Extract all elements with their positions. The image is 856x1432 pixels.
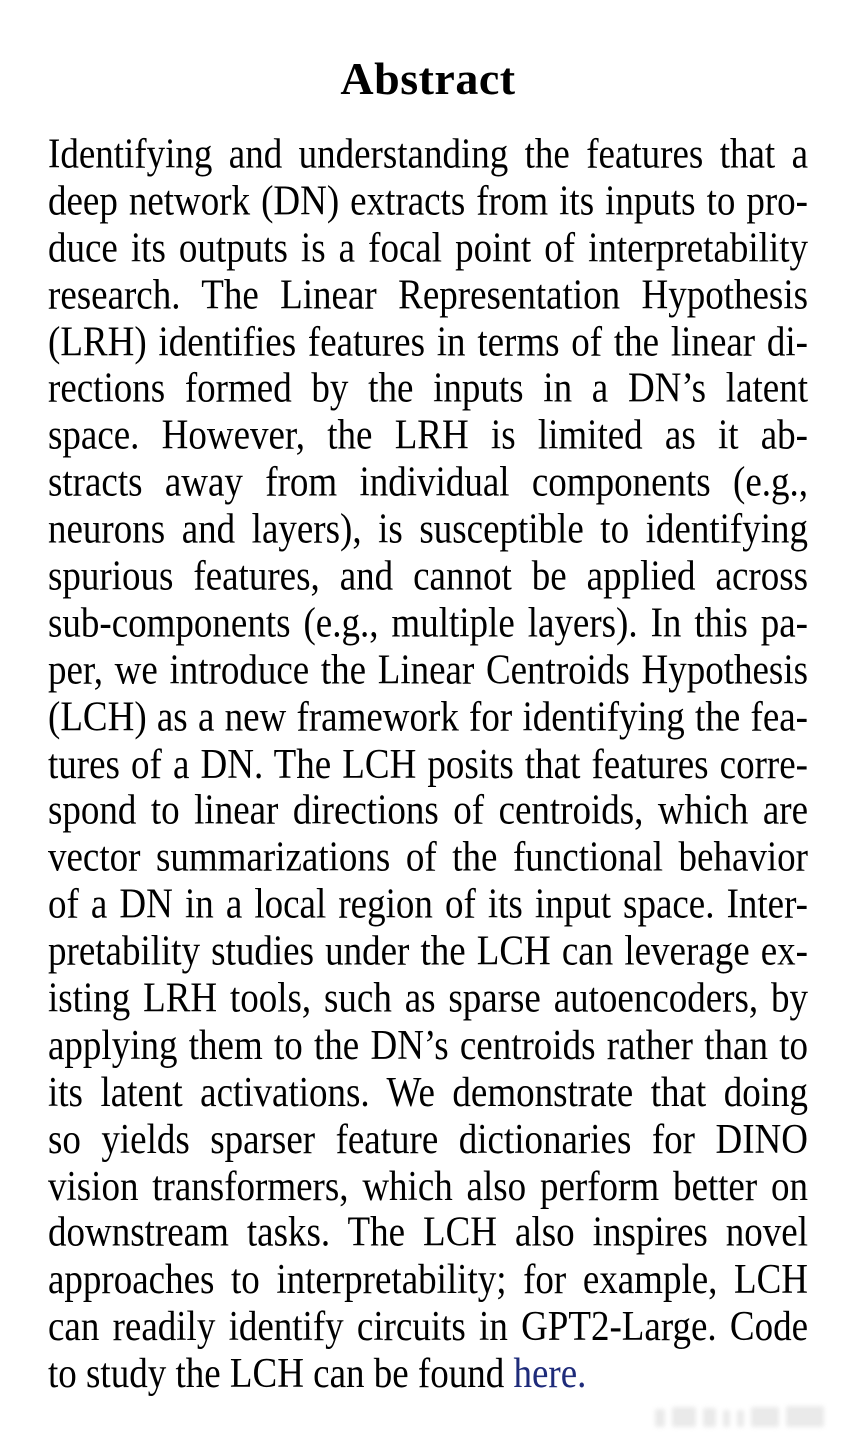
- abstract-line: can readily identify circuits in GPT2-Large. Code: [48, 1303, 808, 1351]
- abstract-line: spond to linear directions of centroids, which are: [48, 787, 808, 835]
- abstract-line: (LCH) as a new framework for identifying the fea-: [48, 693, 808, 741]
- abstract-line: vision transformers, which also perform better on: [48, 1162, 808, 1210]
- abstract-line: sub-components (e.g., multiple layers). In this pa-: [48, 599, 808, 647]
- abstract-line: research. The Linear Representation Hypothesis: [48, 271, 808, 319]
- abstract-line: approaches to interpretability; for example, LCH: [48, 1256, 808, 1304]
- abstract-line: pretability studies under the LCH can leverage ex-: [48, 928, 808, 976]
- abstract-line: applying them to the DN’s centroids rather than to: [48, 1021, 808, 1070]
- abstract-line: isting LRH tools, such as sparse autoencoders, by: [48, 975, 808, 1023]
- abstract-last-line-text: to study the LCH can be found: [48, 1350, 514, 1398]
- watermark: [655, 1406, 824, 1427]
- abstract-line: vector summarizations of the functional behavior: [48, 834, 808, 882]
- abstract-line: its latent activations. We demonstrate that doing: [48, 1068, 808, 1116]
- abstract-line: deep network (DN) extracts from its inputs to pro-: [48, 177, 808, 225]
- abstract-line: Identifying and understanding the features that a: [48, 130, 808, 178]
- abstract-line: (LRH) identifies features in terms of the linear di-: [48, 318, 808, 366]
- abstract-line: so yields sparser feature dictionaries for DINO: [48, 1115, 808, 1163]
- abstract-line: per, we introduce the Linear Centroids Hypothesis: [48, 646, 808, 694]
- abstract-line: duce its outputs is a focal point of interpretability: [48, 224, 808, 272]
- abstract-line: rections formed by the inputs in a DN’s latent: [48, 365, 808, 413]
- abstract-line: space. However, the LRH is limited as it ab-: [48, 412, 808, 460]
- abstract-line: neurons and layers), is susceptible to identifying: [48, 506, 808, 554]
- abstract-line: of a DN in a local region of its input space. Inter-: [48, 881, 808, 929]
- abstract-line: spurious features, and cannot be applied across: [48, 552, 808, 600]
- abstract-heading: Abstract: [340, 53, 516, 104]
- abstract-paragraph: [48, 132, 808, 1398]
- code-link[interactable]: here.: [513, 1350, 587, 1398]
- abstract-last-line: [48, 1351, 808, 1398]
- abstract-line: downstream tasks. The LCH also inspires novel: [48, 1209, 808, 1257]
- abstract-line: tures of a DN. The LCH posits that features corre-: [48, 740, 808, 788]
- abstract-line: stracts away from individual components (e.g.,: [48, 459, 808, 507]
